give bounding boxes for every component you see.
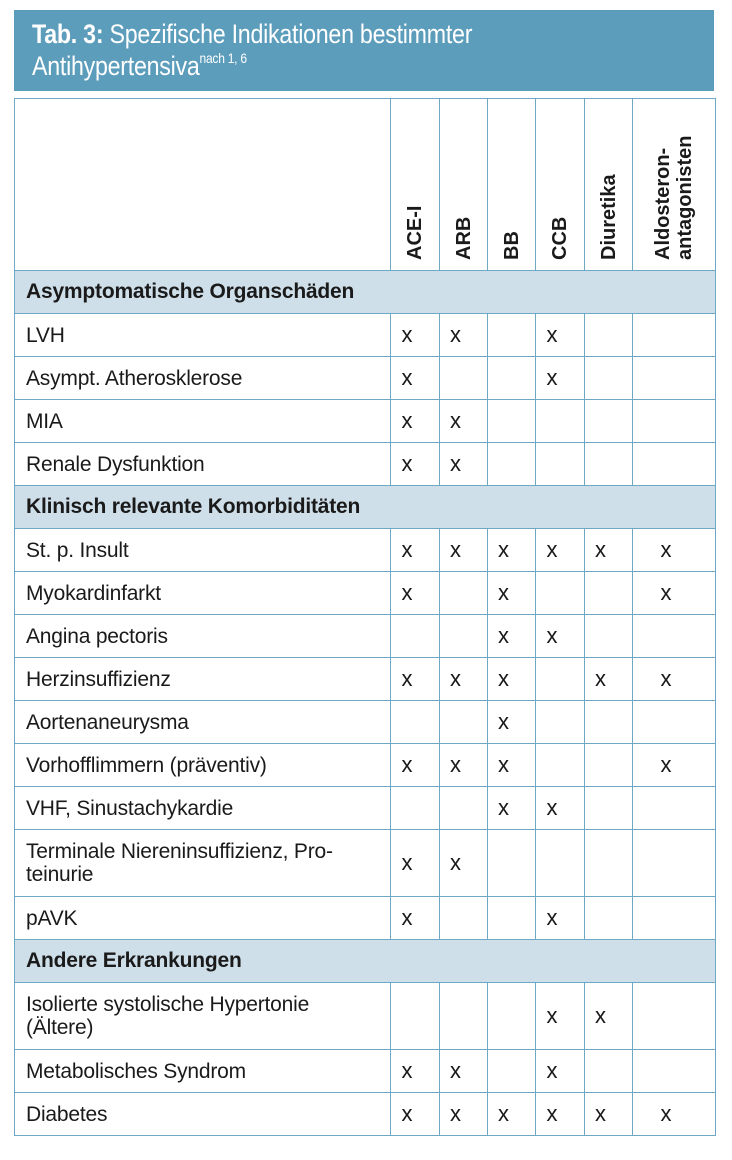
indication-mark: x bbox=[450, 1101, 461, 1126]
indication-mark: x bbox=[401, 537, 413, 562]
indication-mark: x bbox=[498, 752, 509, 777]
column-header bbox=[440, 99, 488, 271]
indication-cell bbox=[536, 400, 585, 443]
table-row bbox=[15, 1050, 716, 1093]
indication-cell bbox=[633, 1093, 716, 1136]
section-row bbox=[15, 486, 716, 529]
indication-cell bbox=[585, 787, 633, 830]
indication-cell bbox=[488, 572, 536, 615]
column-header-label bbox=[652, 136, 696, 260]
table-row bbox=[15, 701, 716, 744]
table-row bbox=[15, 314, 716, 357]
indication-cell bbox=[391, 658, 440, 701]
indication-mark: x bbox=[546, 322, 558, 347]
row-label: Isolierte systolische Hypertonie (Ältere) bbox=[15, 983, 391, 1050]
indication-mark: x bbox=[546, 623, 558, 648]
indication-cell bbox=[536, 658, 585, 701]
indication-cell bbox=[536, 572, 585, 615]
indication-mark: x bbox=[401, 1058, 413, 1083]
indication-cell bbox=[440, 787, 488, 830]
indication-mark: x bbox=[401, 1101, 413, 1126]
indication-cell bbox=[585, 830, 633, 897]
row-label: LVH bbox=[15, 314, 391, 357]
indication-cell bbox=[536, 701, 585, 744]
indication-cell bbox=[440, 983, 488, 1050]
indication-mark: x bbox=[660, 666, 672, 691]
indication-cell bbox=[633, 830, 716, 897]
section-title: Klinisch relevante Komorbiditäten bbox=[15, 486, 716, 529]
indication-cell bbox=[440, 658, 488, 701]
indication-cell bbox=[633, 314, 716, 357]
indication-mark: x bbox=[660, 537, 672, 562]
indication-mark: x bbox=[450, 666, 461, 691]
indication-cell bbox=[536, 443, 585, 486]
indication-cell bbox=[391, 615, 440, 658]
indication-cell bbox=[633, 443, 716, 486]
indication-cell bbox=[488, 787, 536, 830]
indication-cell bbox=[488, 701, 536, 744]
column-header bbox=[536, 99, 585, 271]
indication-mark: x bbox=[498, 666, 509, 691]
row-label: Asympt. Atherosklerose bbox=[15, 357, 391, 400]
indication-mark: x bbox=[450, 752, 461, 777]
indication-mark: x bbox=[450, 408, 461, 433]
indication-cell bbox=[440, 1050, 488, 1093]
table-row bbox=[15, 572, 716, 615]
indication-cell bbox=[440, 830, 488, 897]
column-header-label bbox=[549, 217, 571, 260]
indication-cell bbox=[536, 529, 585, 572]
indication-mark: x bbox=[546, 537, 558, 562]
indication-cell bbox=[585, 314, 633, 357]
column-header-line: Diuretika bbox=[597, 174, 620, 260]
indication-mark: x bbox=[595, 666, 606, 691]
indication-cell bbox=[633, 529, 716, 572]
indication-cell bbox=[633, 572, 716, 615]
row-label: Terminale Niereninsuffizienz, Pro- teinurie bbox=[15, 830, 391, 897]
indication-cell bbox=[585, 658, 633, 701]
indication-cell bbox=[440, 701, 488, 744]
indication-cell bbox=[585, 615, 633, 658]
indication-cell bbox=[488, 314, 536, 357]
indication-mark: x bbox=[401, 666, 413, 691]
table-row bbox=[15, 400, 716, 443]
section-title: Asymptomatische Organschäden bbox=[15, 271, 716, 314]
indication-mark: x bbox=[498, 709, 509, 734]
indication-mark: x bbox=[401, 365, 413, 390]
indication-cell bbox=[391, 572, 440, 615]
indication-mark: x bbox=[546, 365, 558, 390]
indication-cell bbox=[585, 400, 633, 443]
indication-mark: x bbox=[498, 623, 509, 648]
title-line-1 bbox=[32, 18, 603, 50]
indication-mark: x bbox=[450, 322, 461, 347]
table-row bbox=[15, 357, 716, 400]
indication-cell bbox=[536, 357, 585, 400]
indication-cell bbox=[440, 1093, 488, 1136]
row-label: Metabolisches Syndrom bbox=[15, 1050, 391, 1093]
indication-cell bbox=[488, 529, 536, 572]
header-empty-cell bbox=[15, 99, 391, 271]
row-label: VHF, Sinustachykardie bbox=[15, 787, 391, 830]
table-row bbox=[15, 529, 716, 572]
indication-mark: x bbox=[401, 752, 413, 777]
indication-cell bbox=[536, 787, 585, 830]
indication-cell bbox=[488, 443, 536, 486]
section-title: Andere Erkrankungen bbox=[15, 940, 716, 983]
indication-cell bbox=[633, 615, 716, 658]
indication-cell bbox=[440, 400, 488, 443]
indication-cell bbox=[536, 744, 585, 787]
indication-cell bbox=[585, 1050, 633, 1093]
indication-mark: x bbox=[498, 795, 509, 820]
table-row bbox=[15, 1093, 716, 1136]
row-label: Herzinsuffizienz bbox=[15, 658, 391, 701]
indication-cell bbox=[633, 357, 716, 400]
column-header-line: ACE-I bbox=[404, 205, 426, 260]
table-title-bar bbox=[14, 10, 714, 91]
indication-cell bbox=[488, 658, 536, 701]
column-header bbox=[391, 99, 440, 271]
indication-mark: x bbox=[546, 905, 558, 930]
indication-cell bbox=[585, 357, 633, 400]
table-row bbox=[15, 658, 716, 701]
indication-mark: x bbox=[546, 1058, 558, 1083]
indication-cell bbox=[488, 400, 536, 443]
title-line-2 bbox=[32, 50, 603, 82]
indication-cell bbox=[585, 529, 633, 572]
indication-mark: x bbox=[595, 1101, 606, 1126]
row-label: Diabetes bbox=[15, 1093, 391, 1136]
title-text-line-1: Spezifische Indikationen bestimmter bbox=[109, 19, 473, 49]
title-superscript: nach 1, 6 bbox=[199, 50, 247, 66]
indication-mark: x bbox=[660, 1101, 672, 1126]
indication-cell bbox=[488, 897, 536, 940]
indication-cell bbox=[585, 744, 633, 787]
column-header-line: ARB bbox=[452, 216, 475, 260]
indication-cell bbox=[585, 572, 633, 615]
indication-cell bbox=[633, 658, 716, 701]
indication-cell bbox=[536, 897, 585, 940]
indication-cell bbox=[585, 443, 633, 486]
row-label: St. p. Insult bbox=[15, 529, 391, 572]
indication-cell bbox=[440, 314, 488, 357]
indication-mark: x bbox=[401, 451, 413, 476]
indication-cell bbox=[440, 529, 488, 572]
column-header bbox=[633, 99, 716, 271]
indication-cell bbox=[488, 744, 536, 787]
indication-cell bbox=[488, 615, 536, 658]
indication-mark: x bbox=[595, 537, 606, 562]
indication-mark: x bbox=[546, 1003, 558, 1028]
indications-table bbox=[14, 98, 716, 1136]
indication-cell bbox=[536, 830, 585, 897]
indication-mark: x bbox=[546, 795, 558, 820]
indication-cell bbox=[488, 830, 536, 897]
column-header bbox=[488, 99, 536, 271]
section-row bbox=[15, 940, 716, 983]
indication-cell bbox=[585, 701, 633, 744]
indication-cell bbox=[488, 1093, 536, 1136]
column-header-label bbox=[404, 206, 426, 260]
column-header-line: Aldosteron- bbox=[652, 147, 674, 260]
indication-mark: x bbox=[450, 451, 461, 476]
indication-cell bbox=[536, 615, 585, 658]
indication-cell bbox=[536, 314, 585, 357]
row-label: MIA bbox=[15, 400, 391, 443]
indication-mark: x bbox=[660, 752, 672, 777]
indication-cell bbox=[633, 787, 716, 830]
indication-cell bbox=[440, 897, 488, 940]
indication-mark: x bbox=[595, 1003, 606, 1028]
header-row bbox=[15, 99, 716, 271]
table-row bbox=[15, 983, 716, 1050]
indication-cell bbox=[391, 1050, 440, 1093]
indication-cell bbox=[440, 615, 488, 658]
row-label: pAVK bbox=[15, 897, 391, 940]
indication-cell bbox=[633, 701, 716, 744]
table-row bbox=[15, 744, 716, 787]
indication-cell bbox=[391, 443, 440, 486]
indication-cell bbox=[536, 983, 585, 1050]
table-row bbox=[15, 787, 716, 830]
indication-cell bbox=[391, 357, 440, 400]
indication-cell bbox=[585, 897, 633, 940]
indication-cell bbox=[633, 400, 716, 443]
indication-cell bbox=[633, 897, 716, 940]
column-header-label bbox=[598, 174, 620, 260]
row-label: Angina pectoris bbox=[15, 615, 391, 658]
indication-mark: x bbox=[401, 322, 413, 347]
indication-mark: x bbox=[450, 537, 461, 562]
indication-cell bbox=[440, 572, 488, 615]
indication-cell bbox=[391, 897, 440, 940]
indication-cell bbox=[391, 529, 440, 572]
indication-cell bbox=[633, 744, 716, 787]
row-label: Aortenaneurysma bbox=[15, 701, 391, 744]
indication-cell bbox=[391, 314, 440, 357]
title-text-line-2: Antihypertensiva bbox=[32, 51, 200, 81]
indication-mark: x bbox=[450, 850, 461, 875]
indication-cell bbox=[391, 400, 440, 443]
column-header bbox=[585, 99, 633, 271]
indication-cell bbox=[440, 357, 488, 400]
table-row bbox=[15, 615, 716, 658]
indication-mark: x bbox=[401, 408, 413, 433]
table-body bbox=[15, 271, 716, 1136]
indication-mark: x bbox=[450, 1058, 461, 1083]
indication-cell bbox=[488, 1050, 536, 1093]
indication-cell bbox=[440, 443, 488, 486]
table-row bbox=[15, 443, 716, 486]
indication-cell bbox=[391, 983, 440, 1050]
indication-cell bbox=[536, 1093, 585, 1136]
indication-cell bbox=[440, 744, 488, 787]
indication-mark: x bbox=[401, 580, 413, 605]
indication-cell bbox=[585, 983, 633, 1050]
indication-cell bbox=[391, 744, 440, 787]
indication-mark: x bbox=[498, 1101, 509, 1126]
indication-mark: x bbox=[660, 580, 672, 605]
indication-cell bbox=[536, 1050, 585, 1093]
column-header-line: antagonisten bbox=[674, 135, 696, 260]
table-row bbox=[15, 830, 716, 897]
column-header-line: CCB bbox=[549, 216, 571, 260]
row-label: Vorhofflimmern (präventiv) bbox=[15, 744, 391, 787]
indication-mark: x bbox=[401, 850, 413, 875]
table-number-label: Tab. 3: bbox=[32, 19, 104, 49]
indication-cell bbox=[488, 357, 536, 400]
indication-mark: x bbox=[498, 537, 509, 562]
indication-mark: x bbox=[498, 580, 509, 605]
indication-cell bbox=[391, 701, 440, 744]
indication-cell bbox=[633, 983, 716, 1050]
row-label: Renale Dysfunktion bbox=[15, 443, 391, 486]
indication-cell bbox=[391, 787, 440, 830]
row-label: Myokardinfarkt bbox=[15, 572, 391, 615]
indication-mark: x bbox=[546, 1101, 558, 1126]
indication-cell bbox=[391, 830, 440, 897]
column-header-line: BB bbox=[500, 231, 523, 260]
indication-cell bbox=[633, 1050, 716, 1093]
indication-cell bbox=[488, 983, 536, 1050]
indication-mark: x bbox=[401, 905, 413, 930]
indication-cell bbox=[585, 1093, 633, 1136]
indication-cell bbox=[391, 1093, 440, 1136]
section-row bbox=[15, 271, 716, 314]
table-row bbox=[15, 897, 716, 940]
column-header-label bbox=[453, 217, 475, 260]
column-header-label bbox=[501, 231, 523, 260]
